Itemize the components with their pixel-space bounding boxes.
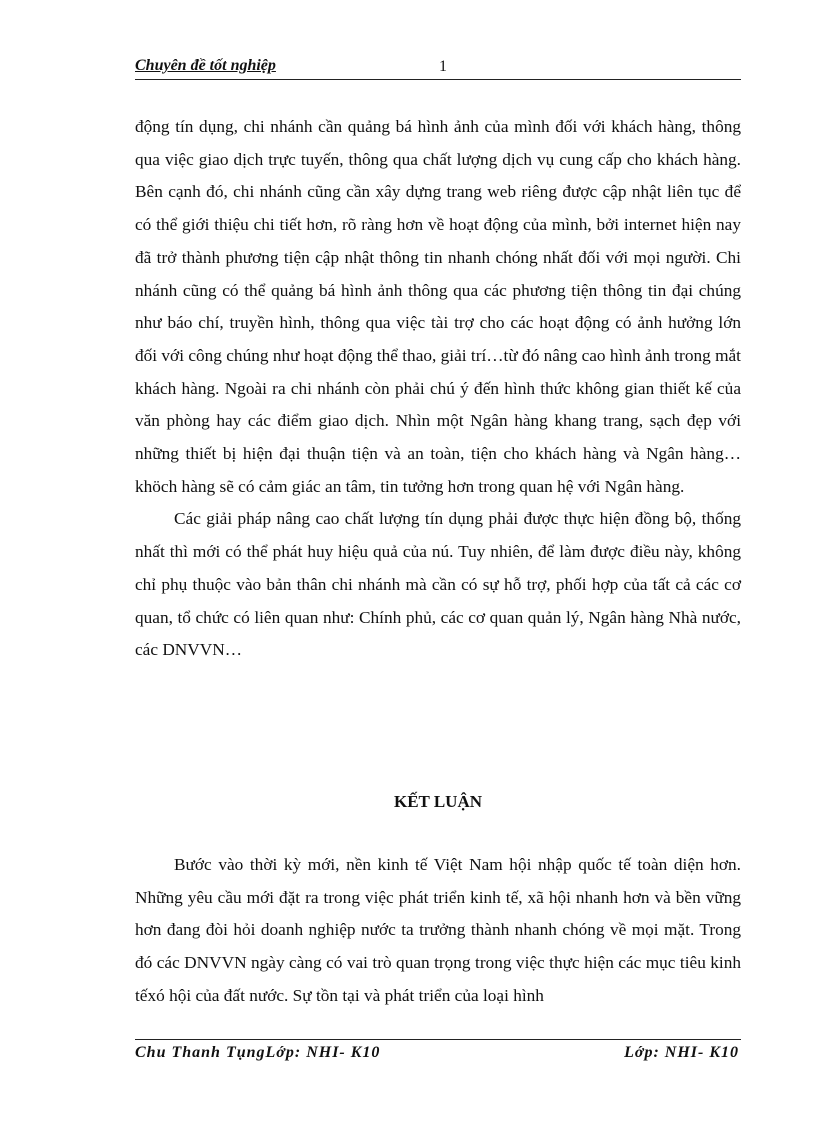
conclusion-paragraph: Bước vào thời kỳ mới, nền kinh tế Việt Nam hội nhập quốc tế toàn diện hơn. Những yêu cầu mới đặt ra trong việc phát triển kinh tế, xã hội nhanh hơn và bền vững hơn đang đòi hỏi doanh nghiệp nước ta trưởng thành nhanh chóng về mọi mặt. Trong đó các DNVVN ngày càng có vai trò quan trọng trong việc thực hiện các mục tiêu kinh tếxó hội của đất nước. Sự tồn tại và phát triển của loại hình [135,855,741,1005]
conclusion-text [135,849,741,1013]
body-paragraph: Các giải pháp nâng cao chất lượng tín dụng phải được thực hiện đồng bộ, thống nhất thì mới có thể phát huy hiệu quả của nú. Tuy nhiên, để làm được điều này, không chỉ phụ thuộc vào bản thân chi nhánh mà cần có sự hỗ trợ, phối hợp của tất cả các cơ quan, tổ chức có liên quan như: Chính phủ, các cơ quan quản lý, Ngân hàng Nhà nước, các DNVVN… [135,509,741,660]
conclusion-heading: KẾT LUẬN [393,792,482,811]
body-paragraph: động tín dụng, chi nhánh cần quảng bá hình ảnh của mình đối với khách hàng, thông qua việc giao dịch trực tuyến, thông qua chất lượng dịch vụ cung cấp cho khách hàng. Bên cạnh đó, chi nhánh cũng cần xây dựng trang web riêng được cập nhật liên tục để có thể giới thiệu chi tiết hơn, rõ ràng hơn về hoạt động của mình, bởi internet hiện nay đã trở thành phương tiện cập nhật thông tin nhanh chóng nhất đối với mọi người. Chi nhánh cũng có thể quảng bá hình ảnh thông qua các phương tiện thông tin đại chúng như báo chí, truyền hình, thông qua việc tài trợ cho các hoạt động có ảnh hưởng lớn đối với công chúng như hoạt động thể thao, giải trí…từ đó nâng cao hình ảnh trong mắt khách hàng. Ngoài ra chi nhánh còn phải chú ý đến hình thức không gian thiết kế của văn phòng hay các điểm giao dịch. Nhìn một Ngân hàng khang trang, sạch đẹp với những thiết bị hiện đại thuận tiện và an toàn, tiện cho khách hàng và Ngân hàng…khöch hàng sẽ có cảm giác an tâm, tin tưởng hơn trong quan hệ với Ngân hàng. [135,117,741,496]
page-number: 1 [439,58,447,75]
footer-author-class: Chu Thanh TụngLớp: NHI- K10 [135,1044,381,1061]
document-title: Chuyên đề tốt nghiệp [135,57,276,74]
page-header [135,55,741,80]
body-text [135,111,741,667]
footer-class: Lớp: NHI- K10 [624,1044,739,1061]
page-footer [135,1039,741,1068]
